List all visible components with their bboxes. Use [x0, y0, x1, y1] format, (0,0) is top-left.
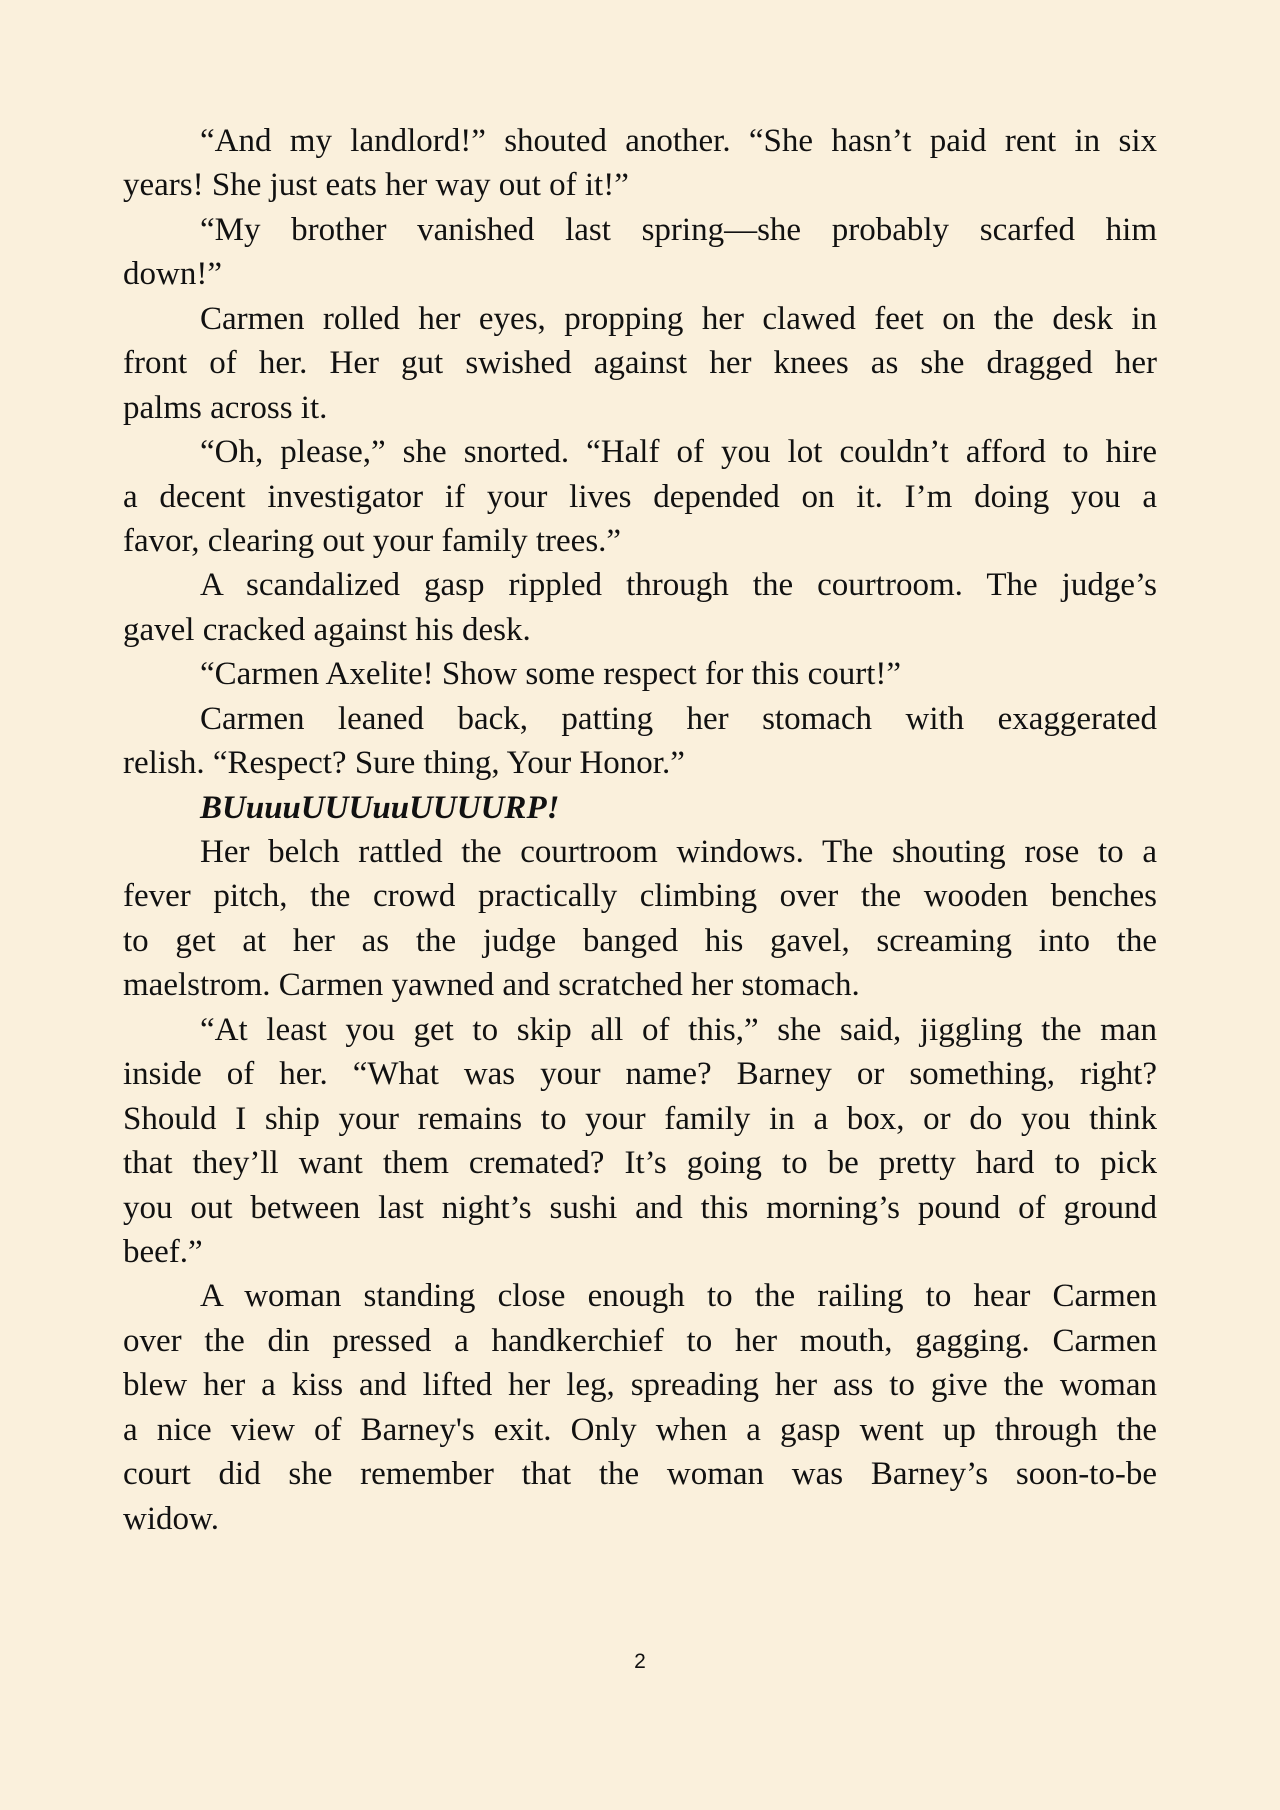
- text-line: A woman standing close enough to the railing to hear Carmen: [200, 1278, 1157, 1315]
- paragraph: [123, 652, 1157, 696]
- text-line: front of her. Her gut swished against her knees as she dragged her: [123, 345, 1157, 382]
- text-line: to get at her as the judge banged his gavel, screaming into the: [123, 922, 1157, 959]
- text-line: a decent investigator if your lives depended on it. I’m doing you a: [123, 478, 1157, 515]
- paragraph: [123, 119, 1157, 208]
- page-number: 2: [634, 1650, 646, 1673]
- text-line: down!”: [123, 256, 222, 293]
- paragraph: [123, 430, 1157, 563]
- body-text: [123, 119, 1157, 1541]
- text-line: over the din pressed a handkerchief to her mouth, gagging. Carmen: [123, 1322, 1157, 1359]
- paragraph: [123, 563, 1157, 652]
- text-line: “Oh, please,” she snorted. “Half of you lot couldn’t afford to hire: [200, 434, 1157, 471]
- text-line: widow.: [123, 1500, 219, 1537]
- text-line: Carmen leaned back, patting her stomach with exaggerated: [200, 700, 1157, 737]
- text-line: blew her a kiss and lifted her leg, spreading her ass to give the woman: [123, 1367, 1157, 1404]
- text-line: maelstrom. Carmen yawned and scratched her stomach.: [123, 967, 860, 1004]
- text-line: palms across it.: [123, 389, 328, 426]
- text-line: “And my landlord!” shouted another. “She hasn’t paid rent in six: [200, 123, 1157, 159]
- text-line: that they’ll want them cremated? It’s going to be pretty hard to pick: [123, 1145, 1157, 1182]
- text-line: “At least you get to skip all of this,” she said, jiggling the man: [200, 1011, 1157, 1048]
- paragraph: [123, 297, 1157, 430]
- text-line: A scandalized gasp rippled through the courtroom. The judge’s: [200, 567, 1157, 604]
- text-line: Carmen rolled her eyes, propping her clawed feet on the desk in: [200, 300, 1157, 337]
- text-line: years! She just eats her way out of it!”: [123, 167, 629, 204]
- text-line: relish. “Respect? Sure thing, Your Honor.”: [123, 745, 685, 782]
- paragraph: [123, 1008, 1157, 1275]
- paragraph: [123, 786, 1157, 830]
- text-line: Her belch rattled the courtroom windows. The shouting rose to a: [200, 834, 1157, 870]
- paragraph: [123, 830, 1157, 1008]
- paragraph: [123, 697, 1157, 786]
- text-line: BUuuuUUUuuUUUURP!: [200, 789, 560, 826]
- text-line: beef.”: [123, 1233, 203, 1270]
- text-line: “Carmen Axelite! Show some respect for this court!”: [200, 656, 902, 693]
- text-line: a nice view of Barney's exit. Only when a gasp went up through the: [123, 1411, 1157, 1448]
- text-line: favor, clearing out your family trees.”: [123, 522, 622, 559]
- text-line: gavel cracked against his desk.: [123, 611, 531, 648]
- text-line: inside of her. “What was your name? Barney or something, right?: [123, 1056, 1157, 1093]
- text-line: court did she remember that the woman was Barney’s soon-to-be: [123, 1456, 1157, 1493]
- paragraph: [123, 208, 1157, 297]
- text-line: “My brother vanished last spring—she probably scarfed him: [200, 211, 1157, 248]
- paragraph: [123, 1274, 1157, 1541]
- text-line: fever pitch, the crowd practically climbing over the wooden benches: [123, 878, 1157, 915]
- text-line: you out between last night’s sushi and this morning’s pound of ground: [123, 1189, 1157, 1226]
- text-line: Should I ship your remains to your family in a box, or do you think: [123, 1100, 1157, 1137]
